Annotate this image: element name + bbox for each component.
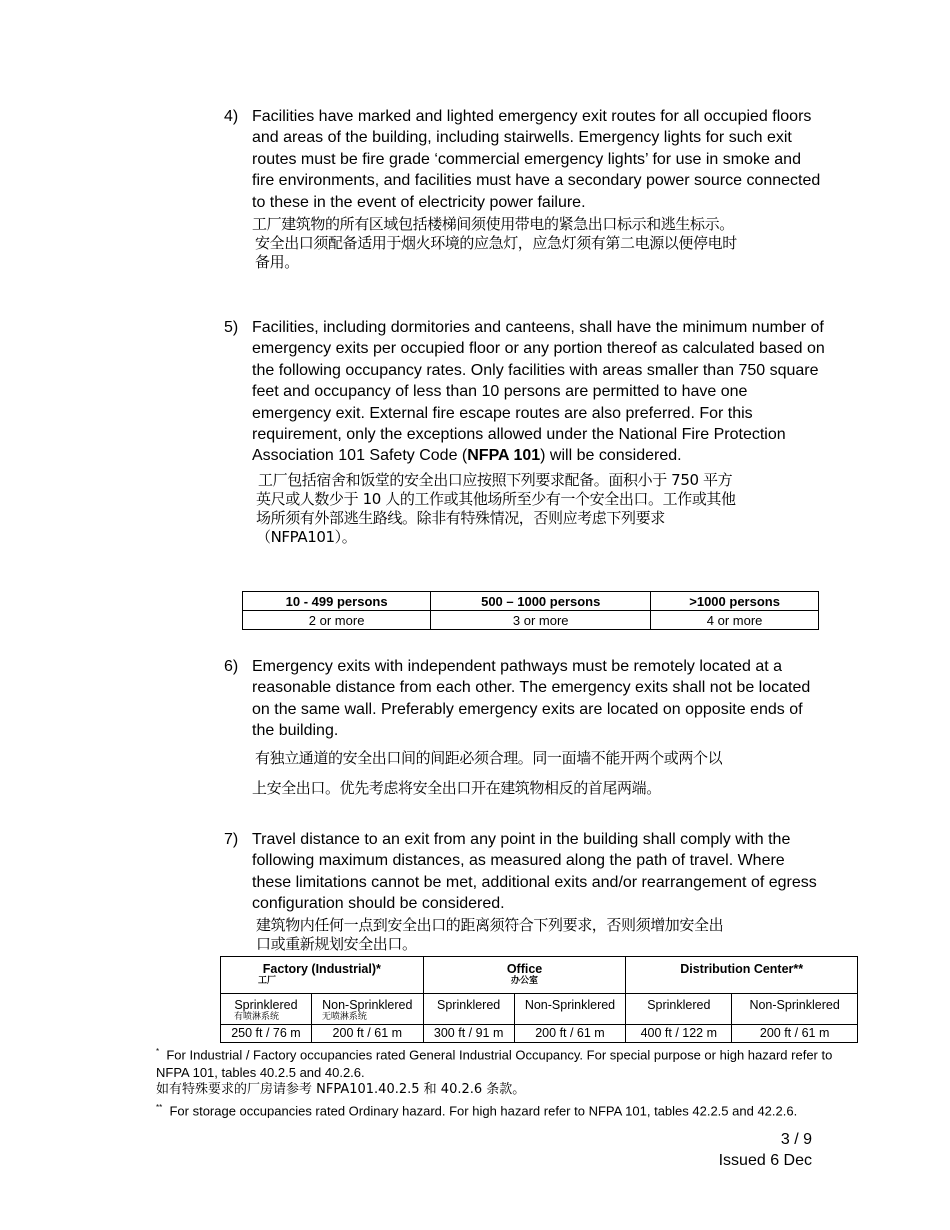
footnote-mark: * <box>156 1047 160 1056</box>
distance-value: 200 ft / 61 m <box>311 1025 423 1043</box>
footnote-body: For storage occupancies rated Ordinary hazard. For high hazard refer to NFPA 101, tables 42.2.5 and 42.2.6. <box>169 1103 798 1119</box>
distance-value: 300 ft / 91 m <box>423 1025 514 1043</box>
page-number: 3 / 9 <box>780 1131 812 1148</box>
item-5-text-before: Facilities, including dormitories and canteens, shall have the minimum number of emergency exits per occupied floor or any portion thereof as calculated based on the following occupancy rates. Only facilities with areas smaller than 750 square feet and occupancy of less than 10 persons are permitted to have one emergency exit. External fire escape routes are also preferred. For this requirement, only the exceptions allowed under the National Fire Protection Association 101 Safety Code ( <box>252 319 825 465</box>
item-5-zh-line: 场所须有外部逃生路线。除非有特殊情况，否则应考虑下列要求 <box>256 508 665 527</box>
table-row <box>221 994 858 1025</box>
item-4 <box>252 106 827 272</box>
table-row <box>221 1025 858 1043</box>
group-header-office <box>423 957 626 994</box>
sub-header <box>311 994 423 1025</box>
group-label: Factory (Industrial)* <box>262 962 381 976</box>
table-row <box>243 611 819 630</box>
item-6-zh-line: 上安全出口。优先考虑将安全出口开在建筑物相反的首尾两端。 <box>252 778 661 797</box>
item-6 <box>252 656 827 803</box>
item-7-number: 7) <box>224 831 239 848</box>
exits-value: 3 or more <box>431 611 651 630</box>
footnote-storage <box>156 1099 836 1120</box>
distance-value: 400 ft / 122 m <box>626 1025 732 1043</box>
distance-value: 200 ft / 61 m <box>732 1025 858 1043</box>
footnote-body: For Industrial / Factory occupancies rated General Industrial Occupancy. For special purpose or high hazard refer to NFPA 101, tables 40.2.5 and 40.2.6. <box>156 1047 833 1080</box>
distance-value: 250 ft / 76 m <box>221 1025 312 1043</box>
item-5-zh-line: （NFPA101）。 <box>256 527 357 546</box>
footnote-zh: 如有特殊要求的厂房请参考 NFPA101.40.2.5 和 40.2.6 条款。 <box>156 1082 526 1098</box>
exits-header: 500 – 1000 persons <box>431 592 651 611</box>
group-label: Office <box>506 962 543 976</box>
item-7 <box>252 829 827 954</box>
sub-zh: 有喷淋系统 <box>234 1012 280 1022</box>
item-6-number: 6) <box>224 658 239 675</box>
item-6-text: Emergency exits with independent pathways must be remotely located at a reasonable distance from each other. The emergency exits shall not be located on the same wall. Preferably emergency exits are located on opposite ends of the building. <box>252 658 811 740</box>
item-4-zh-line: 备用。 <box>255 253 299 272</box>
sub-header <box>221 994 312 1025</box>
item-6-chinese <box>252 743 827 803</box>
item-4-chinese <box>252 215 827 272</box>
footnote-text <box>156 1043 836 1081</box>
group-zh: 办公室 <box>511 976 539 986</box>
sub-label: Sprinklered <box>234 998 298 1012</box>
exits-header: 10 - 499 persons <box>243 592 431 611</box>
table-row <box>221 957 858 994</box>
distance-value: 200 ft / 61 m <box>514 1025 626 1043</box>
item-7-zh-line: 建筑物内任何一点到安全出口的距离须符合下列要求，否则须增加安全出 <box>256 915 724 934</box>
exits-value: 2 or more <box>243 611 431 630</box>
group-header-distribution <box>626 957 858 994</box>
item-5-zh-line: 工厂包括宿舍和饭堂的安全出口应按照下列要求配备。面积小于 750 平方 <box>258 470 733 489</box>
group-header-factory <box>221 957 424 994</box>
group-zh: 工厂 <box>258 976 277 986</box>
sub-header: Non-Sprinklered <box>514 994 626 1025</box>
item-4-text: Facilities have marked and lighted emergency exit routes for all occupied floors and areas of the building, including stairwells. Emergency lights for such exit routes must be fire grade ‘commercial emergency lights’ for use in smoke and fire environments, and facilities must have a secondary power source connected to these in the event of electricity power failure. <box>252 108 821 211</box>
item-5-chinese <box>256 471 827 547</box>
table-row <box>243 592 819 611</box>
issued-date: Issued 6 Dec <box>718 1152 812 1169</box>
item-7-chinese <box>256 916 827 954</box>
item-5-number: 5) <box>224 319 239 336</box>
exits-header: >1000 persons <box>651 592 819 611</box>
footnote-industrial <box>156 1043 836 1099</box>
footnote-mark: ** <box>156 1103 163 1112</box>
item-4-zh-line: 工厂建筑物的所有区域包括楼梯间须使用带电的紧急出口标示和逃生标示。 <box>252 215 734 234</box>
item-5-text <box>252 317 827 467</box>
sub-header: Non-Sprinklered <box>732 994 858 1025</box>
sub-header: Sprinklered <box>423 994 514 1025</box>
sub-label: Non-Sprinklered <box>322 998 413 1012</box>
sub-zh: 无喷淋系统 <box>321 1012 367 1022</box>
group-label: Distribution Center** <box>680 962 804 976</box>
item-4-zh-line: 安全出口须配备适用于烟火环境的应急灯，应急灯须有第二电源以便停电时 <box>255 234 737 253</box>
item-7-zh-line: 口或重新规划安全出口。 <box>256 934 417 953</box>
item-6-zh-line: 有独立通道的安全出口间的间距必须合理。同一面墙不能开两个或两个以 <box>255 748 723 767</box>
item-5-text-after: ) will be considered. <box>540 447 682 465</box>
item-7-text: Travel distance to an exit from any point in the building shall comply with the following maximum distances, as measured along the path of travel. Where these limitations cannot be met, additional exits and/or rearrangement of egress configuration should be considered. <box>252 831 817 913</box>
item-5 <box>252 317 827 547</box>
item-4-number: 4) <box>224 108 239 125</box>
exits-table <box>242 591 819 630</box>
nfpa-reference: NFPA 101 <box>467 447 541 465</box>
sub-header: Sprinklered <box>626 994 732 1025</box>
exits-value: 4 or more <box>651 611 819 630</box>
item-5-zh-line: 英尺或人数少于 10 人的工作或其他场所至少有一个安全出口。工作或其他 <box>256 489 736 508</box>
travel-distance-table <box>220 956 858 1043</box>
